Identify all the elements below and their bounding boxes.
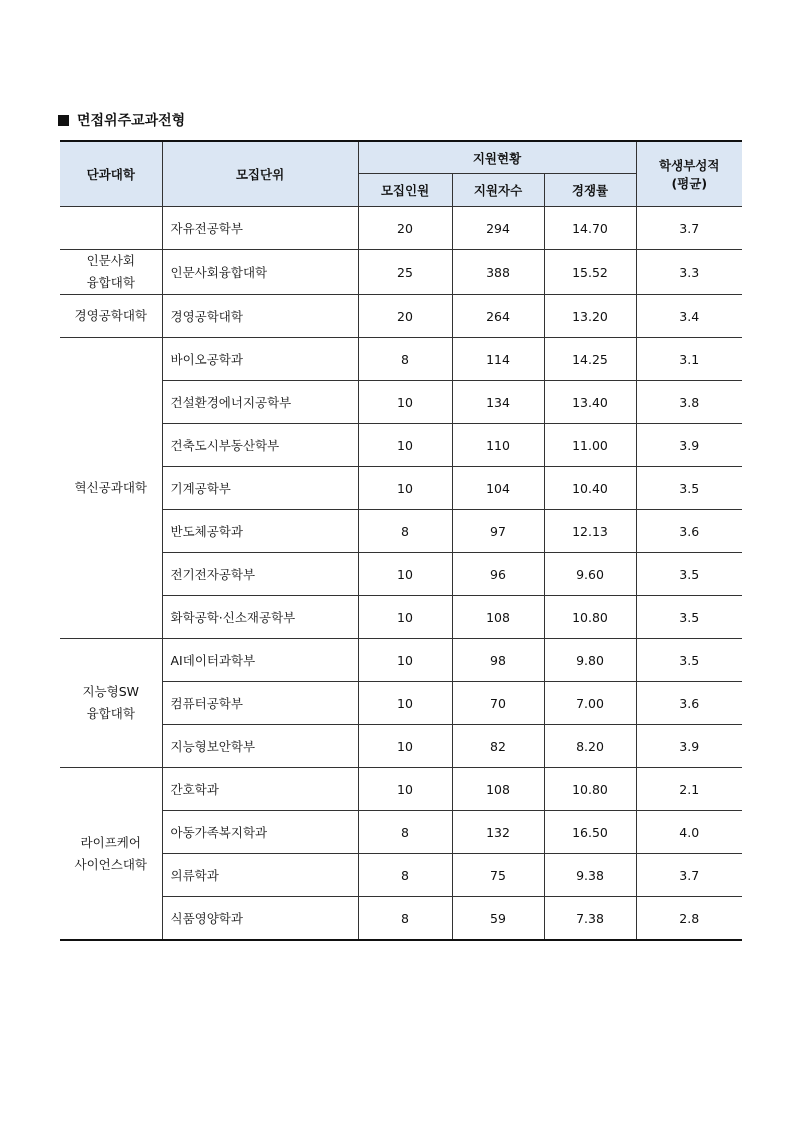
ratio-cell: 9.38: [544, 854, 636, 897]
applicants-cell: 294: [452, 207, 544, 250]
table-row: [60, 250, 742, 295]
ratio-cell: 14.70: [544, 207, 636, 250]
recruit-cell: 10: [358, 467, 452, 510]
ratio-cell: 13.40: [544, 381, 636, 424]
table-row: [60, 510, 742, 553]
recruit-cell: 10: [358, 768, 452, 811]
recruit-cell: 10: [358, 682, 452, 725]
header-ratio: 경쟁률: [544, 174, 636, 207]
unit-cell: 컴퓨터공학부: [162, 682, 358, 725]
score-cell: 3.9: [636, 725, 742, 768]
unit-cell: 간호학과: [162, 768, 358, 811]
recruit-cell: 10: [358, 639, 452, 682]
applicants-cell: 98: [452, 639, 544, 682]
header-score: 학생부성적 (평균): [636, 141, 742, 207]
score-cell: 3.6: [636, 510, 742, 553]
ratio-cell: 15.52: [544, 250, 636, 295]
table-row: [60, 768, 742, 811]
ratio-cell: 7.00: [544, 682, 636, 725]
table-row: [60, 854, 742, 897]
unit-cell: 식품영양학과: [162, 897, 358, 941]
recruit-cell: 8: [358, 897, 452, 941]
table-row: [60, 596, 742, 639]
table-row: [60, 553, 742, 596]
applicants-cell: 134: [452, 381, 544, 424]
table-row: [60, 897, 742, 941]
ratio-cell: 11.00: [544, 424, 636, 467]
table-row: [60, 682, 742, 725]
recruit-cell: 10: [358, 424, 452, 467]
score-cell: 2.8: [636, 897, 742, 941]
college-cell: 인문사회 융합대학: [60, 250, 162, 295]
table-row: [60, 467, 742, 510]
applicants-cell: 108: [452, 768, 544, 811]
score-cell: 3.7: [636, 854, 742, 897]
score-cell: 3.1: [636, 338, 742, 381]
table-row: [60, 338, 742, 381]
unit-cell: 전기전자공학부: [162, 553, 358, 596]
unit-cell: 아동가족복지학과: [162, 811, 358, 854]
score-cell: 3.8: [636, 381, 742, 424]
applicants-cell: 108: [452, 596, 544, 639]
score-cell: 3.5: [636, 553, 742, 596]
table-row: [60, 207, 742, 250]
ratio-cell: 10.80: [544, 596, 636, 639]
score-cell: 4.0: [636, 811, 742, 854]
ratio-cell: 10.80: [544, 768, 636, 811]
unit-cell: 지능형보안학부: [162, 725, 358, 768]
applicants-cell: 114: [452, 338, 544, 381]
ratio-cell: 14.25: [544, 338, 636, 381]
recruit-cell: 10: [358, 553, 452, 596]
applicants-cell: 75: [452, 854, 544, 897]
recruit-cell: 10: [358, 596, 452, 639]
table-row: [60, 725, 742, 768]
square-bullet-icon: [58, 115, 69, 126]
ratio-cell: 16.50: [544, 811, 636, 854]
score-cell: 3.9: [636, 424, 742, 467]
unit-cell: 건축도시부동산학부: [162, 424, 358, 467]
applicants-cell: 104: [452, 467, 544, 510]
table-row: [60, 295, 742, 338]
table-row: [60, 639, 742, 682]
score-cell: 3.4: [636, 295, 742, 338]
header-applicants: 지원자수: [452, 174, 544, 207]
ratio-cell: 9.60: [544, 553, 636, 596]
applicants-cell: 388: [452, 250, 544, 295]
unit-cell: 화학공학·신소재공학부: [162, 596, 358, 639]
score-cell: 3.3: [636, 250, 742, 295]
ratio-cell: 13.20: [544, 295, 636, 338]
recruit-cell: 10: [358, 725, 452, 768]
score-cell: 3.5: [636, 467, 742, 510]
applicants-cell: 110: [452, 424, 544, 467]
header-status: 지원현황: [358, 141, 636, 174]
applicants-cell: 59: [452, 897, 544, 941]
college-cell: [60, 207, 162, 250]
unit-cell: 건설환경에너지공학부: [162, 381, 358, 424]
section-title: 면접위주교과전형: [77, 113, 186, 129]
table-row: [60, 381, 742, 424]
recruit-cell: 25: [358, 250, 452, 295]
unit-cell: 경영공학대학: [162, 295, 358, 338]
college-cell: 지능형SW 융합대학: [60, 639, 162, 768]
score-cell: 3.5: [636, 639, 742, 682]
header-recruit: 모집인원: [358, 174, 452, 207]
ratio-cell: 7.38: [544, 897, 636, 941]
header-unit: 모집단위: [162, 141, 358, 207]
unit-cell: 바이오공학과: [162, 338, 358, 381]
recruit-cell: 10: [358, 381, 452, 424]
applicants-cell: 82: [452, 725, 544, 768]
table-row: [60, 811, 742, 854]
ratio-cell: 12.13: [544, 510, 636, 553]
ratio-cell: 9.80: [544, 639, 636, 682]
score-cell: 3.7: [636, 207, 742, 250]
unit-cell: 기계공학부: [162, 467, 358, 510]
applicants-cell: 96: [452, 553, 544, 596]
score-cell: 2.1: [636, 768, 742, 811]
unit-cell: AI데이터과학부: [162, 639, 358, 682]
recruit-cell: 20: [358, 207, 452, 250]
score-cell: 3.6: [636, 682, 742, 725]
table-body: [60, 207, 742, 941]
recruit-cell: 8: [358, 811, 452, 854]
college-cell: 혁신공과대학: [60, 338, 162, 639]
recruit-cell: 8: [358, 338, 452, 381]
ratio-cell: 8.20: [544, 725, 636, 768]
unit-cell: 의류학과: [162, 854, 358, 897]
college-cell: 경영공학대학: [60, 295, 162, 338]
table-row: [60, 424, 742, 467]
recruit-cell: 20: [358, 295, 452, 338]
recruit-cell: 8: [358, 854, 452, 897]
section-heading: [58, 110, 185, 130]
unit-cell: 반도체공학과: [162, 510, 358, 553]
applicants-cell: 70: [452, 682, 544, 725]
college-cell: 라이프케어 사이언스대학: [60, 768, 162, 941]
admission-results-table: [60, 140, 742, 941]
recruit-cell: 8: [358, 510, 452, 553]
score-cell: 3.5: [636, 596, 742, 639]
applicants-cell: 264: [452, 295, 544, 338]
unit-cell: 인문사회융합대학: [162, 250, 358, 295]
applicants-cell: 132: [452, 811, 544, 854]
unit-cell: 자유전공학부: [162, 207, 358, 250]
ratio-cell: 10.40: [544, 467, 636, 510]
applicants-cell: 97: [452, 510, 544, 553]
header-college: 단과대학: [60, 141, 162, 207]
